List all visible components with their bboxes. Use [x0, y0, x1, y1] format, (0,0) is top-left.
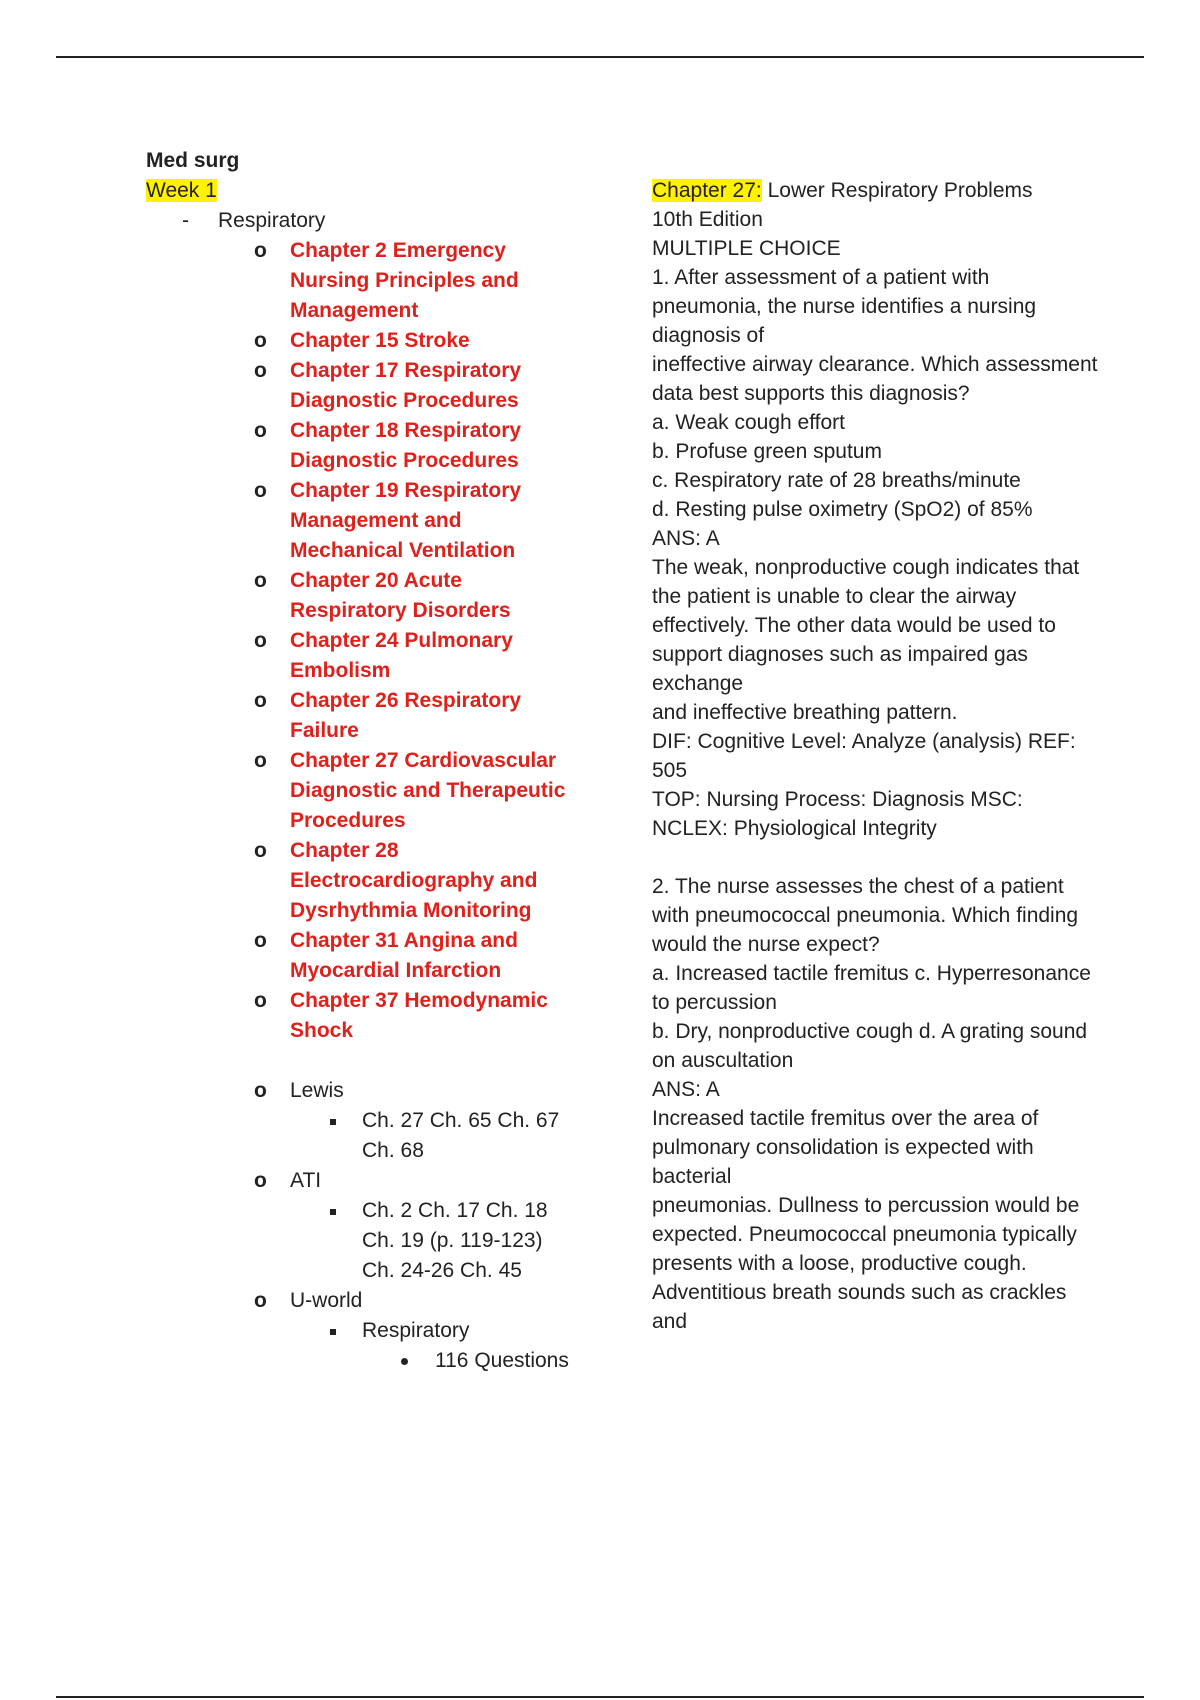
resource-detail: [146, 1316, 616, 1346]
circle-bullet: o: [254, 929, 267, 952]
resource-label: U-world: [290, 1289, 363, 1312]
resource-detail: [146, 1196, 616, 1286]
detail-text: Respiratory: [362, 1319, 470, 1342]
resource-label: ATI: [290, 1169, 322, 1192]
answer-line: ANS: A: [652, 527, 720, 550]
rationale-line: pneumonias. Dullness to percussion would be expected. Pneumococcal pneumonia typically: [652, 1194, 1080, 1246]
footer-rule: [56, 1696, 1144, 1698]
chapter-item: [146, 686, 616, 746]
chapter-item: [146, 566, 616, 626]
chapter-item: [146, 416, 616, 476]
question-column: [652, 176, 1102, 1336]
rationale-line: Increased tactile fremitus over the area of pulmonary consolidation is expected with bacterial: [652, 1107, 1039, 1188]
option-line: a. Increased tactile fremitus c. Hyperresonance to percussion: [652, 962, 1091, 1014]
question-line: 1. After assessment of a patient with pneumonia, the nurse identifies a nursing diagnosis of: [652, 266, 1037, 347]
circle-bullet: o: [254, 569, 267, 592]
chapter-label: Chapter 31 Angina and Myocardial Infarction: [290, 929, 518, 982]
circle-bullet: o: [254, 629, 267, 652]
option-line: c. Respiratory rate of 28 breaths/minute: [652, 469, 1021, 492]
option-line: d. Resting pulse oximetry (SpO2) of 85%: [652, 498, 1033, 521]
resource-lewis: [146, 1076, 616, 1106]
section-label: MULTIPLE CHOICE: [652, 237, 841, 260]
detail-text: Ch. 27 Ch. 65 Ch. 67 Ch. 68: [362, 1109, 560, 1162]
resource-detail: [146, 1106, 616, 1166]
chapter-highlight: Chapter 27:: [652, 179, 762, 202]
question-line: 2. The nurse assesses the chest of a patient with pneumococcal pneumonia. Which finding would the nurse expect?: [652, 875, 1079, 956]
document-title: Med surg: [146, 149, 240, 172]
resource-subdetail: [146, 1346, 616, 1376]
chapter-label: Chapter 26 Respiratory Failure: [290, 689, 522, 742]
rationale-line: presents with a loose, productive cough. Adventitious breath sounds such as crackles and: [652, 1252, 1067, 1333]
meta-line: DIF: Cognitive Level: Analyze (analysis) REF: 505: [652, 730, 1076, 782]
circle-bullet: o: [254, 839, 267, 862]
week-heading: [146, 176, 616, 206]
topic-item: [146, 206, 616, 236]
question-2: [652, 872, 1102, 1336]
chapter-item: [146, 626, 616, 686]
circle-bullet: o: [254, 479, 267, 502]
chapter-item: [146, 476, 616, 566]
dot-bullet: [401, 1358, 408, 1365]
chapter-item: [146, 326, 616, 356]
chapter-label: Chapter 15 Stroke: [290, 329, 470, 352]
circle-bullet: o: [254, 689, 267, 712]
chapter-label: Chapter 24 Pulmonary Embolism: [290, 629, 513, 682]
chapter-heading: [652, 176, 1102, 205]
circle-bullet: o: [254, 989, 267, 1012]
resource-ati: [146, 1166, 616, 1196]
circle-bullet: o: [254, 419, 267, 442]
resource-uworld: [146, 1286, 616, 1316]
square-bullet: [330, 1209, 336, 1215]
subdetail-text: 116 Questions: [435, 1349, 569, 1372]
option-line: b. Dry, nonproductive cough d. A grating sound on auscultation: [652, 1020, 1088, 1072]
header-rule: [56, 56, 1144, 58]
chapter-label: Chapter 2 Emergency Nursing Principles and Management: [290, 239, 519, 322]
chapter-item: [146, 236, 616, 326]
chapter-list: [146, 236, 616, 1046]
meta-line: TOP: Nursing Process: Diagnosis MSC: NCLEX: Physiological Integrity: [652, 788, 1023, 840]
chapter-item: [146, 746, 616, 836]
week-highlight: Week 1: [146, 179, 217, 202]
square-bullet: [330, 1119, 336, 1125]
resource-label: Lewis: [290, 1079, 344, 1102]
question-line: ineffective airway clearance. Which assessment data best supports this diagnosis?: [652, 353, 1098, 405]
option-line: b. Profuse green sputum: [652, 440, 882, 463]
circle-bullet: o: [254, 329, 267, 352]
chapter-label: Chapter 20 Acute Respiratory Disorders: [290, 569, 511, 622]
spacer: [652, 843, 1102, 872]
chapter-item: [146, 986, 616, 1046]
circle-bullet: o: [254, 359, 267, 382]
chapter-item: [146, 356, 616, 416]
topic-label: Respiratory: [218, 209, 326, 232]
chapter-label: Chapter 17 Respiratory Diagnostic Procedures: [290, 359, 522, 412]
rationale-line: The weak, nonproductive cough indicates that the patient is unable to clear the airway: [652, 556, 1080, 608]
chapter-item: [146, 836, 616, 926]
chapter-label: Chapter 18 Respiratory Diagnostic Procedures: [290, 419, 522, 472]
circle-bullet: o: [254, 1169, 267, 1192]
chapter-item: [146, 926, 616, 986]
rationale-line: and ineffective breathing pattern.: [652, 701, 958, 724]
answer-line: ANS: A: [652, 1078, 720, 1101]
detail-text: Ch. 2 Ch. 17 Ch. 18 Ch. 19 (p. 119-123) Ch. 24-26 Ch. 45: [362, 1199, 548, 1282]
question-1: [652, 263, 1102, 843]
chapter-title: Lower Respiratory Problems: [761, 179, 1033, 202]
circle-bullet: o: [254, 749, 267, 772]
outline-column: [146, 146, 616, 1376]
chapter-label: Chapter 28 Electrocardiography and Dysrhythmia Monitoring: [290, 839, 538, 922]
circle-bullet: o: [254, 1079, 267, 1102]
option-line: a. Weak cough effort: [652, 411, 846, 434]
chapter-label: Chapter 27 Cardiovascular Diagnostic and Therapeutic Procedures: [290, 749, 566, 832]
circle-bullet: o: [254, 239, 267, 262]
dash-bullet: -: [182, 209, 189, 232]
square-bullet: [330, 1329, 336, 1335]
edition-label: 10th Edition: [652, 208, 763, 231]
spacer: [146, 1046, 616, 1076]
rationale-line: effectively. The other data would be used to support diagnoses such as impaired gas exchange: [652, 614, 1056, 695]
circle-bullet: o: [254, 1289, 267, 1312]
chapter-label: Chapter 19 Respiratory Management and Mechanical Ventilation: [290, 479, 522, 562]
chapter-label: Chapter 37 Hemodynamic Shock: [290, 989, 548, 1042]
